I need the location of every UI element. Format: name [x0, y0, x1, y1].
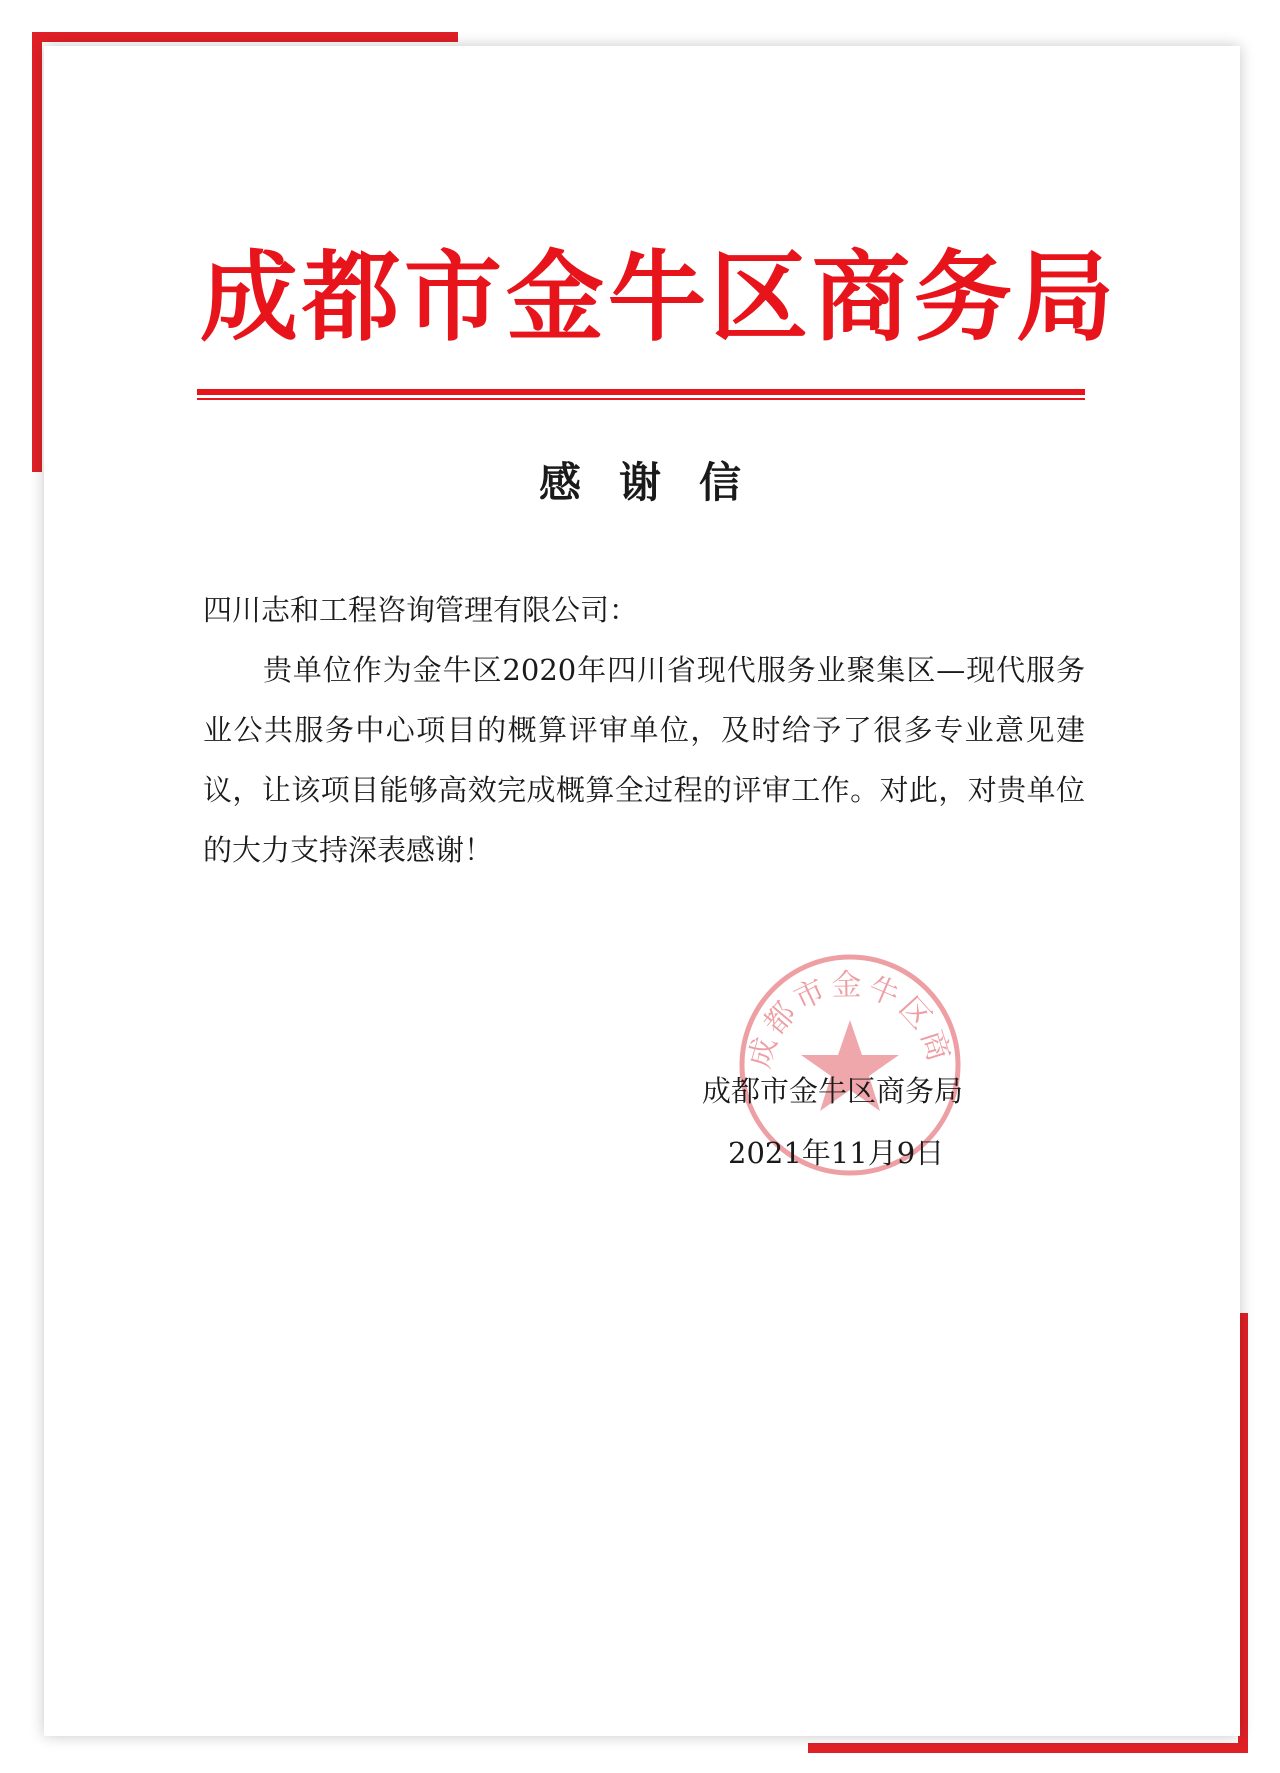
body-paragraph: 贵单位作为金牛区2020年四川省现代服务业聚集区—现代服务业公共服务中心项目的概算评审单位，及时给予了很多专业意见建议，让该项目能够高效完成概算全过程的评审工作。对此，对贵单位的大力支持深表感谢！	[203, 653, 1085, 867]
salutation: 四川志和工程咨询管理有限公司：	[203, 593, 639, 627]
letterhead-rule-thin	[197, 398, 1085, 400]
frame-accent-bottom	[808, 1743, 1248, 1753]
svg-text:成都市金牛区商务局: 成都市金牛区商	[742, 967, 958, 1072]
signature-block	[690, 1060, 1020, 1184]
signature-org: 成都市金牛区商务局	[702, 1074, 964, 1108]
frame-accent-left	[32, 32, 42, 472]
letterhead-rule-thick	[197, 389, 1085, 395]
frame-accent-top	[32, 32, 458, 42]
letter-body	[203, 580, 1085, 880]
signature-date: 2021年11月9日	[728, 1136, 945, 1170]
document-title: 感谢信	[538, 458, 779, 507]
letterhead-title: 成都市金牛区商务局	[200, 240, 1119, 355]
